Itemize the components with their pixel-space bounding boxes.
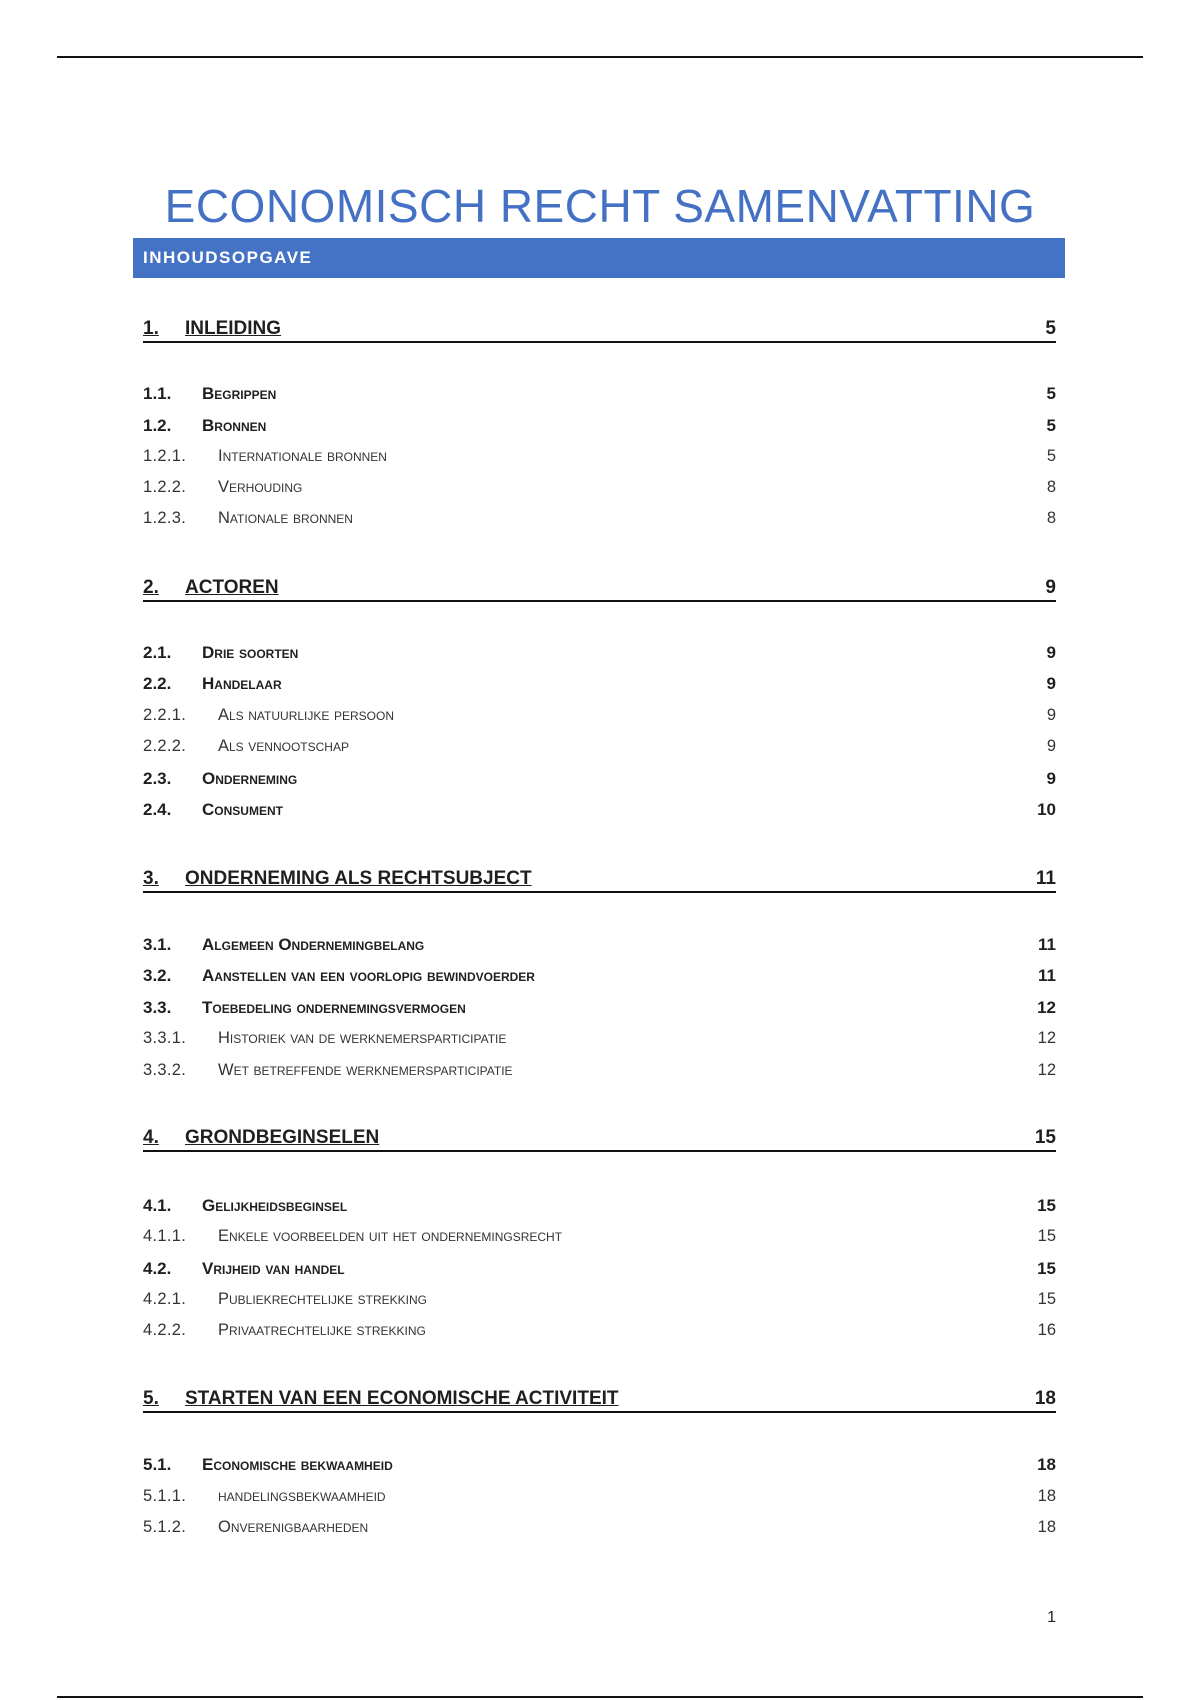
toc-entry-number: 3.2. <box>143 966 172 985</box>
toc-entry-page: 8 <box>1046 509 1056 527</box>
toc-entry-label: Als vennootschap <box>218 737 349 755</box>
toc-entry-number: 4.2.2. <box>143 1321 187 1339</box>
page-number: 1 <box>1047 1609 1056 1626</box>
toc-entry-page: 9 <box>1046 674 1056 693</box>
toc-entry-number: 4.2.1. <box>143 1290 187 1308</box>
toc-entry-label: Aanstellen van een voorlopig bewindvoerder <box>202 966 535 985</box>
toc-entry-label: Bronnen <box>202 416 267 435</box>
toc-entry-number: 2.2.2. <box>143 737 187 755</box>
toc-entry[interactable] <box>143 577 1056 602</box>
toc-entry[interactable] <box>143 1061 1056 1080</box>
toc-entry-number: 1.2.1. <box>143 447 187 465</box>
toc-entry[interactable] <box>143 769 1056 789</box>
toc-entry-number: 5.1.2. <box>143 1518 187 1536</box>
toc-entry-page: 5 <box>1046 416 1056 435</box>
toc-entry-page: 15 <box>1037 1196 1056 1215</box>
toc-entry[interactable] <box>143 966 1056 986</box>
toc-entry-number: 1.1. <box>143 384 172 403</box>
toc-entry-label: Enkele voorbeelden uit het ondernemingsrecht <box>218 1227 563 1245</box>
toc-entry-page: 12 <box>1037 1029 1056 1047</box>
toc-entry-page: 9 <box>1045 577 1056 598</box>
toc-entry-label: Algemeen Ondernemingbelang <box>202 935 425 954</box>
toc-entry[interactable] <box>143 1487 1056 1506</box>
toc-entry-number: 2.4. <box>143 800 172 819</box>
bottom-rule <box>57 1696 1143 1698</box>
top-rule <box>57 56 1143 58</box>
toc-entry-number: 1. <box>143 318 159 339</box>
toc-entry-page: 5 <box>1045 318 1056 339</box>
toc-entry-page: 15 <box>1037 1259 1056 1278</box>
toc-entry-number: 2.2.1. <box>143 706 187 724</box>
toc-entry-label: Nationale bronnen <box>218 509 353 527</box>
toc-entry-label: Privaatrechtelijke strekking <box>218 1321 426 1339</box>
toc-entry-number: 3. <box>143 868 159 889</box>
toc-entry-number: 4. <box>143 1127 159 1148</box>
toc-entry-number: 4.1. <box>143 1196 172 1215</box>
toc-entry-number: 3.3.2. <box>143 1061 187 1079</box>
toc-entry-page: 15 <box>1037 1290 1056 1308</box>
toc-heading: INHOUDSOPGAVE <box>133 238 1065 278</box>
toc-entry-page: 11 <box>1035 868 1056 889</box>
toc-entry[interactable] <box>143 318 1056 343</box>
toc-entry-number: 4.2. <box>143 1259 172 1278</box>
toc-entry-page: 9 <box>1046 643 1056 662</box>
toc-entry[interactable] <box>143 1455 1056 1475</box>
toc-entry[interactable] <box>143 447 1056 466</box>
toc-entry-number: 2.3. <box>143 769 172 788</box>
toc-entry-label: Publiekrechtelijke strekking <box>218 1290 427 1308</box>
toc-entry-page: 9 <box>1046 706 1056 724</box>
toc-entry-label: INLEIDING <box>185 318 282 339</box>
toc-entry[interactable] <box>143 1321 1056 1340</box>
toc-entry-number: 1.2. <box>143 416 172 435</box>
toc-entry[interactable] <box>143 1227 1056 1246</box>
toc-entry-page: 15 <box>1034 1127 1056 1148</box>
toc-entry[interactable] <box>143 868 1056 893</box>
toc-entry[interactable] <box>143 1518 1056 1537</box>
toc-entry-number: 2.2. <box>143 674 172 693</box>
toc-entry-label: Begrippen <box>202 384 277 403</box>
toc-entry[interactable] <box>143 384 1056 404</box>
toc-entry[interactable] <box>143 1029 1056 1048</box>
toc-entry-label: Historiek van de werknemersparticipatie <box>218 1029 507 1047</box>
toc-entry-label: Drie soorten <box>202 643 299 662</box>
toc-entry-page: 5 <box>1046 447 1056 465</box>
toc-entry[interactable] <box>143 1388 1056 1413</box>
toc-entry[interactable] <box>143 935 1056 955</box>
toc-entry-label: Onderneming <box>202 769 298 788</box>
document-title: ECONOMISCH RECHT SAMENVATTING <box>164 179 1036 232</box>
toc-entry-label: Handelaar <box>202 674 282 693</box>
toc-entry[interactable] <box>143 643 1056 663</box>
toc-entry[interactable] <box>143 509 1056 528</box>
toc-entry-page: 12 <box>1037 1061 1056 1079</box>
toc-entry-number: 1.2.3. <box>143 509 187 527</box>
toc-entry[interactable] <box>143 1290 1056 1309</box>
toc-entry[interactable] <box>143 1127 1056 1152</box>
toc-entry-number: 1.2.2. <box>143 478 187 496</box>
toc-entry[interactable] <box>143 674 1056 694</box>
toc-entry-number: 2. <box>143 577 159 598</box>
toc-entry-number: 5.1.1. <box>143 1487 187 1505</box>
toc-entry-number: 4.1.1. <box>143 1227 187 1245</box>
toc-entry-label: Economische bekwaamheid <box>202 1455 393 1474</box>
toc-entry-page: 11 <box>1038 966 1056 985</box>
toc-entry-number: 3.1. <box>143 935 172 954</box>
toc-entry-page: 5 <box>1046 384 1056 403</box>
toc-entry-number: 3.3. <box>143 998 172 1017</box>
toc-entry-label: ACTOREN <box>185 577 279 598</box>
toc-entry-page: 15 <box>1037 1227 1056 1245</box>
toc-entry-page: 8 <box>1046 478 1056 496</box>
toc-entry-label: handelingsbekwaamheid <box>218 1487 386 1505</box>
toc-entry-page: 18 <box>1037 1487 1056 1505</box>
toc-entry-page: 9 <box>1046 737 1056 755</box>
toc-entry-number: 2.1. <box>143 643 172 662</box>
toc-entry-page: 12 <box>1037 998 1056 1017</box>
toc-entry-label: Toebedeling ondernemingsvermogen <box>202 998 466 1017</box>
toc-entry-label: Verhouding <box>218 478 303 496</box>
toc-entry-label: Consument <box>202 800 283 819</box>
toc-entry-label: Onverenigbaarheden <box>218 1518 369 1536</box>
toc-entry-label: Wet betreffende werknemersparticipatie <box>218 1061 513 1079</box>
toc-entry-number: 3.3.1. <box>143 1029 187 1047</box>
toc-entry-label: STARTEN VAN EEN ECONOMISCHE ACTIVITEIT <box>185 1388 619 1409</box>
toc-entry-label: GRONDBEGINSELEN <box>185 1127 380 1148</box>
toc-entry-label: Internationale bronnen <box>218 447 387 465</box>
toc-entry[interactable] <box>143 737 1056 756</box>
toc-entry-page: 10 <box>1037 800 1056 819</box>
toc-entry[interactable] <box>143 478 1056 497</box>
toc-entry-page: 18 <box>1037 1518 1056 1536</box>
toc-entry[interactable] <box>143 416 1056 436</box>
toc-entry[interactable] <box>143 1259 1056 1279</box>
toc-entry-number: 5. <box>143 1388 159 1409</box>
toc-entry-page: 18 <box>1037 1455 1056 1474</box>
toc-entry-page: 9 <box>1046 769 1056 788</box>
toc-entry-label: Als natuurlijke persoon <box>218 706 394 724</box>
toc-entry-page: 18 <box>1034 1388 1056 1409</box>
toc-entry[interactable] <box>143 800 1056 820</box>
toc-entry-page: 11 <box>1038 935 1056 954</box>
toc-entry-label: Vrijheid van handel <box>202 1259 345 1278</box>
toc-entry-number: 5.1. <box>143 1455 172 1474</box>
toc-entry-label: Gelijkheidsbeginsel <box>202 1196 348 1215</box>
toc-entry-label: ONDERNEMING ALS RECHTSUBJECT <box>185 868 532 889</box>
toc-entry[interactable] <box>143 998 1056 1018</box>
toc-entry[interactable] <box>143 1196 1056 1216</box>
toc-entry[interactable] <box>143 706 1056 725</box>
toc-entry-page: 16 <box>1037 1321 1056 1339</box>
